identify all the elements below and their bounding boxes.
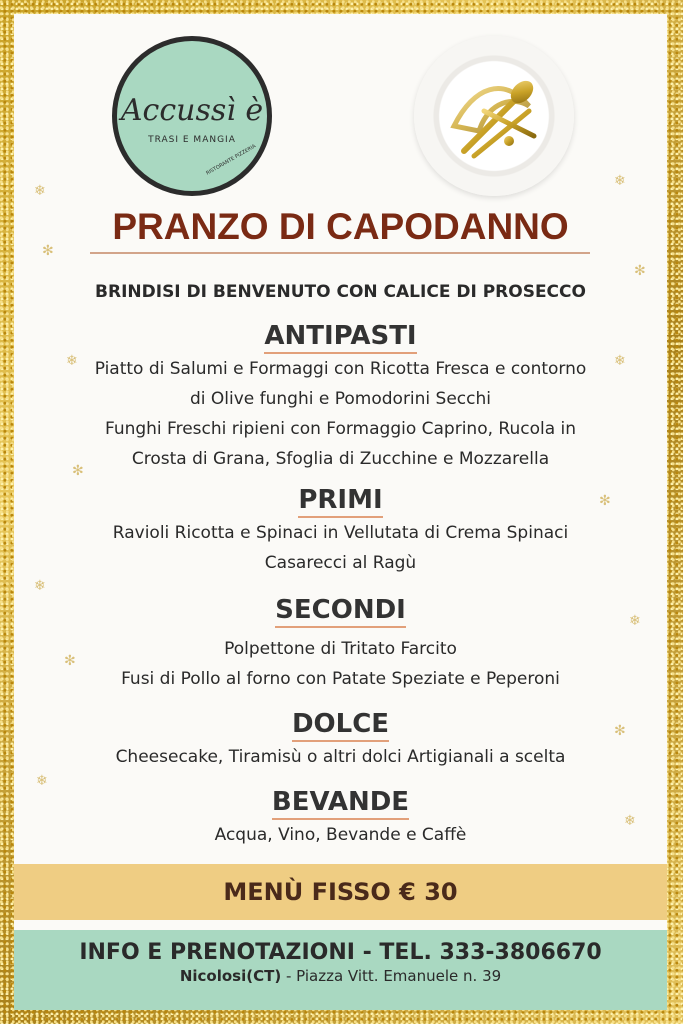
plate-image bbox=[414, 36, 574, 196]
menu-item: Acqua, Vino, Bevande e Caffè bbox=[214, 825, 467, 845]
menu-item: di Olive funghi e Pomodorini Secchi bbox=[189, 389, 491, 409]
snowflake-icon: ✻ bbox=[42, 243, 54, 259]
section-antipasti bbox=[14, 320, 667, 474]
menu-item: Polpettone di Tritato Farcito bbox=[224, 639, 457, 659]
snowflake-icon: ✻ bbox=[64, 653, 76, 669]
address-city: Nicolosi(CT) bbox=[179, 967, 282, 985]
section-heading: SECONDI bbox=[275, 594, 406, 628]
title-underline bbox=[90, 252, 590, 254]
welcome-toast: BRINDISI DI BENVENUTO CON CALICE DI PROSECCO bbox=[95, 282, 586, 302]
snowflake-icon: ✻ bbox=[72, 463, 84, 479]
snowflake-icon: ✻ bbox=[634, 263, 646, 279]
logo-tagline: RISTORANTE PIZZERIA bbox=[205, 143, 257, 177]
menu-title: PRANZO DI CAPODANNO bbox=[112, 206, 569, 247]
cutlery-icon bbox=[434, 56, 554, 176]
snowflake-icon: ✻ bbox=[614, 723, 626, 739]
snowflake-icon: ❄ bbox=[36, 773, 48, 789]
menu-item: Casarecci al Ragù bbox=[264, 553, 417, 573]
section-heading: ANTIPASTI bbox=[264, 320, 416, 354]
snowflake-icon: ❄ bbox=[624, 813, 636, 829]
snowflake-icon: ✻ bbox=[599, 493, 611, 509]
price-banner: MENÙ FISSO € 30 bbox=[14, 864, 667, 920]
section-secondi bbox=[14, 594, 667, 694]
section-heading: PRIMI bbox=[298, 484, 382, 518]
snowflake-icon: ❄ bbox=[629, 613, 641, 629]
section-heading: DOLCE bbox=[292, 708, 389, 742]
section-bevande bbox=[14, 786, 667, 850]
snowflake-icon: ❄ bbox=[614, 353, 626, 369]
snowflake-icon: ❄ bbox=[34, 578, 46, 594]
section-dolce bbox=[14, 708, 667, 772]
menu-item: Crosta di Grana, Sfoglia di Zucchine e Mozzarella bbox=[131, 449, 550, 469]
booking-info: INFO E PRENOTAZIONI - TEL. 333-3806670 bbox=[79, 940, 602, 965]
menu-item: Funghi Freschi ripieni con Formaggio Caprino, Rucola in bbox=[104, 419, 577, 439]
restaurant-logo bbox=[112, 36, 272, 196]
snowflake-icon: ❄ bbox=[66, 353, 78, 369]
logo-name: Accussì è bbox=[120, 93, 264, 128]
address bbox=[14, 967, 667, 985]
menu-item: Fusi di Pollo al forno con Patate Speziate e Peperoni bbox=[121, 669, 560, 689]
menu-card bbox=[14, 14, 667, 1010]
footer bbox=[14, 930, 667, 1010]
section-primi bbox=[14, 484, 667, 578]
menu-item: Ravioli Ricotta e Spinaci in Vellutata di Crema Spinaci bbox=[112, 523, 569, 543]
menu-item: Cheesecake, Tiramisù o altri dolci Artigianali a scelta bbox=[115, 747, 566, 767]
menu-item: Piatto di Salumi e Formaggi con Ricotta Fresca e contorno bbox=[94, 359, 587, 379]
logo-subtitle: TRASI E MANGIA bbox=[148, 135, 236, 145]
address-street: - Piazza Vitt. Emanuele n. 39 bbox=[281, 967, 502, 985]
snowflake-icon: ❄ bbox=[34, 183, 46, 199]
section-heading: BEVANDE bbox=[272, 786, 409, 820]
snowflake-icon: ❄ bbox=[614, 173, 626, 189]
